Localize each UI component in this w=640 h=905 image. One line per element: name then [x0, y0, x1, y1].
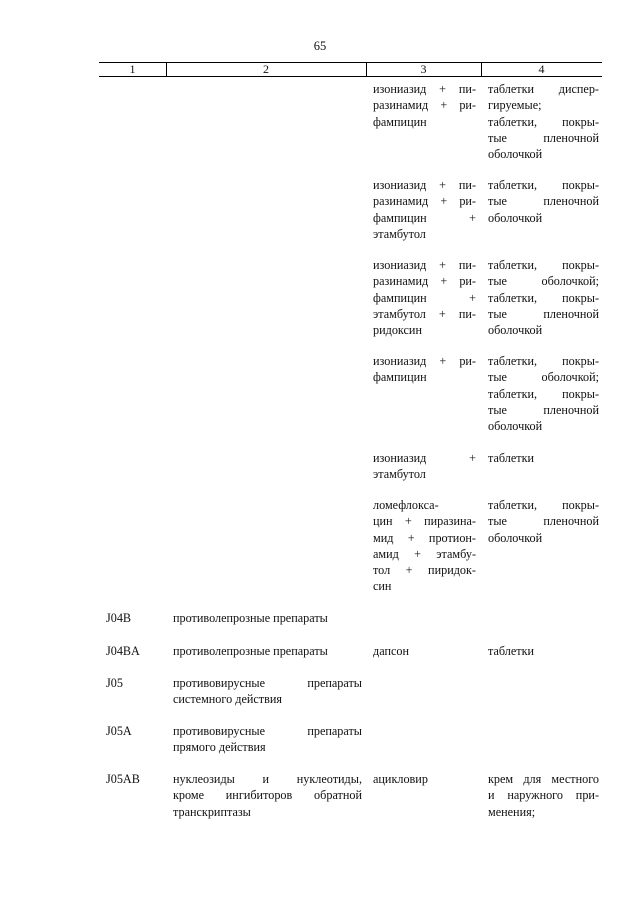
drug-name: [373, 257, 476, 338]
drug-name-line: ломефлокса-: [373, 498, 439, 512]
dosage-form-line: тые пленочной: [488, 194, 599, 209]
drug-name-line: мид + протион-: [373, 530, 476, 545]
header-col-4: 4: [538, 62, 545, 76]
dosage-form: [488, 353, 599, 434]
dosage-form-line: таблетки, покры-: [488, 290, 599, 305]
drug-name-line: дапсон: [373, 644, 409, 658]
dosage-form-line: таблетки, покры-: [488, 114, 599, 129]
drug-name-line: этамбутол + пи-: [373, 306, 476, 321]
atc-group-name: [173, 610, 362, 626]
atc-group-name-line: нуклеозиды и нуклеотиды,: [173, 772, 362, 786]
drug-name: [373, 771, 476, 787]
atc-group-name-line: кроме ингибиторов обратной: [173, 788, 362, 803]
dosage-form-line: оболочкой: [488, 147, 543, 162]
dosage-form-line: таблетки, покры-: [488, 354, 599, 368]
table-header: [99, 62, 602, 77]
atc-code-line: J04BA: [106, 644, 140, 658]
dosage-form: [488, 257, 599, 338]
atc-group-name-line: транскриптазы: [173, 804, 251, 819]
atc-code: [106, 675, 166, 691]
drug-name-line: ацикловир: [373, 772, 428, 786]
drug-name-line: изониазид + пи-: [373, 178, 476, 192]
atc-group-name: [173, 643, 362, 659]
drug-name-line: этамбутол: [373, 467, 426, 482]
drug-name-line: изониазид +: [373, 451, 476, 465]
atc-group-name-line: противолепрозные препараты: [173, 644, 328, 658]
drug-name-line: фампицин: [373, 370, 427, 385]
atc-group-name-line: противовирусные препараты: [173, 676, 362, 690]
atc-code-line: J05AB: [106, 772, 140, 786]
atc-group-name-line: прямого действия: [173, 740, 266, 755]
atc-group-name: [173, 771, 362, 820]
drug-name: [373, 497, 476, 595]
header-col-2: 2: [263, 62, 269, 76]
dosage-form-line: таблетки диспер-: [488, 82, 599, 96]
dosage-form-line: и наружного при-: [488, 788, 599, 803]
drug-name-line: фампицин +: [373, 290, 476, 305]
drug-name-line: фампицин +: [373, 210, 476, 225]
drug-name: [373, 353, 476, 386]
drug-name-line: разинамид + ри-: [373, 274, 476, 289]
dosage-form-line: менения;: [488, 804, 536, 819]
dosage-form: [488, 81, 599, 162]
atc-group-name-line: системного действия: [173, 692, 282, 707]
dosage-form-line: оболочкой: [488, 530, 543, 545]
atc-code: [106, 771, 166, 787]
drug-name: [373, 450, 476, 483]
dosage-form: [488, 643, 599, 659]
drug-name-line: изониазид + пи-: [373, 82, 476, 96]
dosage-form-line: оболочкой: [488, 323, 543, 338]
drug-name-line: разинамид + ри-: [373, 194, 476, 209]
dosage-form-line: таблетки: [488, 451, 535, 465]
dosage-form-line: таблетки: [488, 644, 535, 658]
drug-name-line: амид + этамбу-: [373, 546, 476, 561]
header-col-1: 1: [129, 62, 136, 76]
dosage-form-line: тые пленочной: [488, 514, 599, 529]
dosage-form-line: оболочкой: [488, 210, 543, 225]
dosage-form: [488, 450, 599, 466]
atc-code: [106, 723, 166, 739]
dosage-form-line: крем для местного: [488, 772, 599, 786]
dosage-form-line: тые пленочной: [488, 130, 599, 145]
dosage-form-line: тые пленочной: [488, 402, 599, 417]
drug-name-line: цин + пиразина-: [373, 514, 476, 529]
drug-name: [373, 643, 476, 659]
dosage-form: [488, 771, 599, 820]
dosage-form-line: таблетки, покры-: [488, 498, 599, 512]
dosage-form-line: тые оболочкой;: [488, 370, 599, 385]
page-number: 65: [313, 39, 327, 53]
atc-group-name-line: противовирусные препараты: [173, 724, 362, 738]
drug-name-line: тол + пиридок-: [373, 563, 476, 578]
drug-name-line: изониазид + ри-: [373, 354, 476, 368]
drug-name: [373, 81, 476, 130]
atc-code: [106, 643, 166, 659]
dosage-form-line: тые оболочкой;: [488, 274, 599, 289]
header-col-3: 3: [420, 62, 427, 76]
atc-code-line: J05: [106, 676, 123, 690]
drug-name: [373, 177, 476, 242]
atc-code-line: J05A: [106, 724, 132, 738]
drug-name-line: разинамид + ри-: [373, 98, 476, 113]
dosage-form-line: гируемые;: [488, 98, 542, 113]
drug-name-line: син: [373, 579, 392, 594]
atc-code-line: J04B: [106, 611, 132, 625]
atc-code: [106, 610, 166, 626]
dosage-form-line: таблетки, покры-: [488, 386, 599, 401]
dosage-form-line: тые пленочной: [488, 306, 599, 321]
drug-name-line: фампицин: [373, 114, 427, 129]
dosage-form-line: таблетки, покры-: [488, 178, 599, 192]
drug-name-line: этамбутол: [373, 226, 426, 241]
atc-group-name: [173, 723, 362, 756]
drug-name-line: изониазид + пи-: [373, 258, 476, 272]
dosage-form-line: таблетки, покры-: [488, 258, 599, 272]
drug-name-line: ридоксин: [373, 323, 422, 338]
dosage-form-line: оболочкой: [488, 419, 543, 434]
atc-group-name-line: противолепрозные препараты: [173, 611, 328, 625]
dosage-form: [488, 497, 599, 546]
atc-group-name: [173, 675, 362, 708]
dosage-form: [488, 177, 599, 226]
